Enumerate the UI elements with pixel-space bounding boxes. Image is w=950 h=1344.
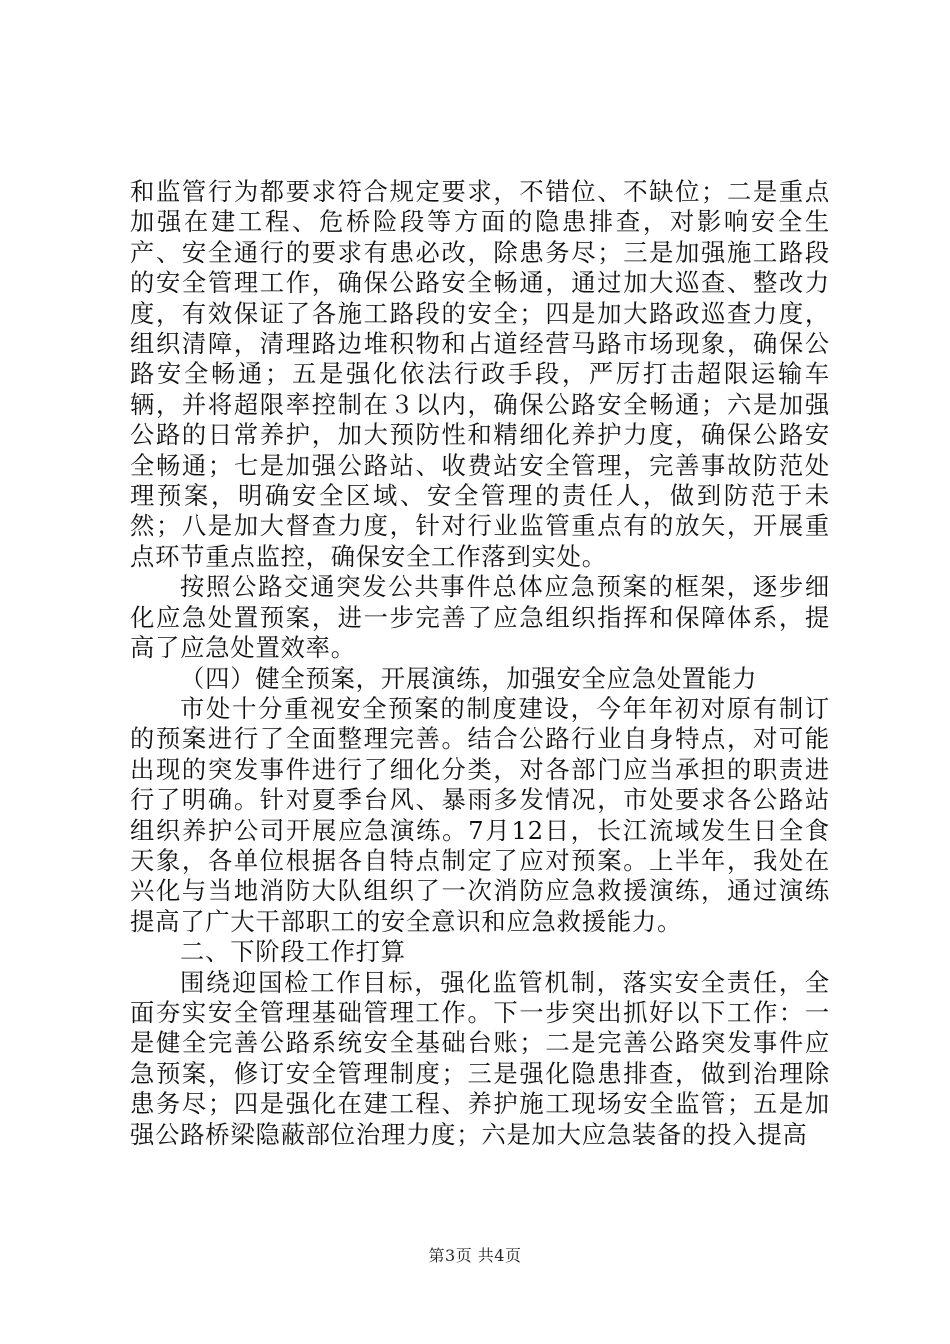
page-number-footer: 第3页 共4页 [428,1246,522,1265]
document-body [130,177,830,1150]
section-heading-next-stage: 二、下阶段工作打算 [180,937,406,967]
paragraph-continued-measures: 和监管行为都要求符合规定要求，不错位、不缺位；二是重点加强在建工程、危桥险段等方面的隐患排查，对影响安全生产、安全通行的要求有患必改，除患务尽；三是加强施工路段的安全管理工作，确保公路安全畅通，通过加大巡查、整改力度，有效保证了各施工路段的安全；四是加大路政巡查力度，组织清障，清理路边堆积物和占道经营马路市场现象，确保公路安全畅通；五是强化依法行政手段，严厉打击超限运输车辆，并将超限率控制在３以内，确保公路安全畅通；六是加强公路的日常养护，加大预防性和精细化养护力度，确保公路安全畅通；七是加强公路站、收费站安全管理，完善事故防范处理预案，明确安全区域、安全管理的责任人，做到防范于未然；八是加大督查力度，针对行业监管重点有的放矢，开展重点环节重点监控，确保安全工作落到实处。 [130,177,830,571]
paragraph-plan-system-building: 市处十分重视安全预案的制度建设，今年年初对原有制订的预案进行了全面整理完善。结合公路行业自身特点，对可能出现的突发事件进行了细化分类，对各部门应当承担的职责进行了明确。针对夏季台风、暴雨多发情况，市处要求各公路站组织养护公司开展应急演练。7月12日，长江流域发生日全食天象，各单位根据各自特点制定了应对预案。上半年，我处在兴化与当地消防大队组织了一次消防应急救援演练，通过演练提高了广大干部职工的安全意识和应急救援能力。 [130,693,830,936]
paragraph-next-stage-work: 围绕迎国检工作目标，强化监管机制，落实安全责任，全面夯实安全管理基础管理工作。下一步突出抓好以下工作：一是健全完善公路系统安全基础台账；二是完善公路突发事件应急预案，修订安全管理制度；三是强化隐患排查，做到治理除患务尽；四是强化在建工程、养护施工现场安全监管；五是加强公路桥梁隐蔽部位治理力度；六是加大应急装备的投入提高 [130,967,830,1149]
section-heading-four: （四）健全预案，开展演练，加强安全应急处置能力 [180,663,758,693]
paragraph-emergency-plan-framework: 按照公路交通突发公共事件总体应急预案的框架，逐步细化应急处置预案，进一步完善了应急组织指挥和保障体系，提高了应急处置效率。 [130,572,830,663]
